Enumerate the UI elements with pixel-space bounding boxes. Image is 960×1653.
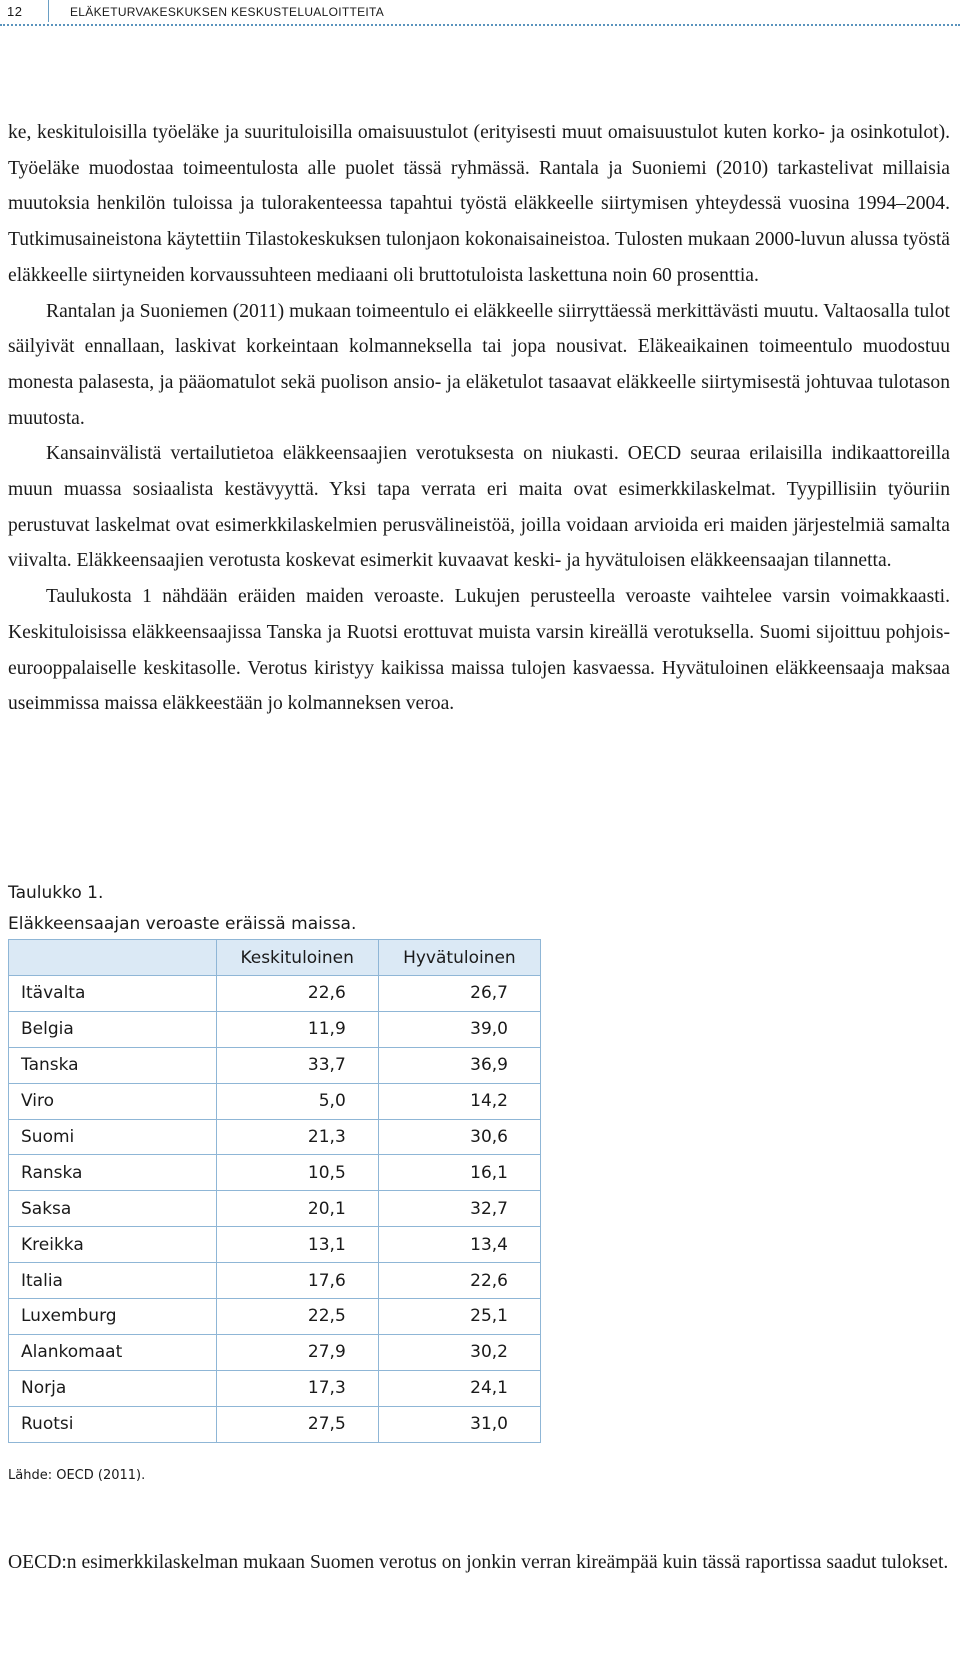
table-header-row [9,940,541,976]
country-cell: Luxemburg [9,1299,217,1335]
country-cell: Suomi [9,1119,217,1155]
mid-income-cell: 17,3 [216,1370,378,1406]
table-row [9,1083,541,1119]
table-caption [8,878,356,940]
table-row [9,1155,541,1191]
header-dotted-rule [0,24,960,26]
running-header [0,0,960,26]
country-cell: Norja [9,1370,217,1406]
high-income-cell: 30,2 [378,1334,540,1370]
high-income-cell: 14,2 [378,1083,540,1119]
country-cell: Saksa [9,1191,217,1227]
table-label: Taulukko 1. [8,883,104,903]
table-source: Lähde: OECD (2011). [8,1468,146,1483]
high-income-cell: 31,0 [378,1406,540,1442]
column-header-hyvatuloinen: Hyvätuloinen [378,940,540,976]
page-number: 12 [7,4,23,19]
country-cell: Kreikka [9,1227,217,1263]
table-row [9,1299,541,1335]
paragraph: ke, keskituloisilla työeläke ja suurituloisilla omaisuustulot (erityisesti muut omaisuustulot kuten korko- ja osinkotulot). Työeläke muodostaa toimeentulosta alle puolet tässä ryhmässä. Rantala ja Suoniemi (2010) tarkastelivat millaisia muutoksia henkilön tuloissa ja tulorakenteessa tapahtui työstä eläkkeelle siirtymisen yhteydessä vuosina 1994–2004. Tutkimusaineistona käytettiin Tilastokeskuksen tulonjaon kokonaisaineistoa. Tulosten mukaan 2000-luvun alussa työstä eläkkeelle siirtyneiden korvaussuhteen mediaani oli bruttotuloista laskettuna noin 60 prosenttia. [8,122,950,286]
mid-income-cell: 10,5 [216,1155,378,1191]
country-cell: Ruotsi [9,1406,217,1442]
table-row [9,1119,541,1155]
tax-rate-table [8,939,541,1443]
mid-income-cell: 33,7 [216,1047,378,1083]
high-income-cell: 32,7 [378,1191,540,1227]
table-row [9,1227,541,1263]
header-divider [48,0,49,22]
table-row [9,1047,541,1083]
high-income-cell: 39,0 [378,1011,540,1047]
country-cell: Italia [9,1263,217,1299]
table-row [9,1263,541,1299]
mid-income-cell: 17,6 [216,1263,378,1299]
table-row [9,1370,541,1406]
paragraph: Kansainvälistä vertailutietoa eläkkeensaajien verotuksesta on niukasti. OECD seuraa erilaisilla indikaattoreilla muun muassa sosiaalista kestävyyttä. Yksi tapa verrata eri maita ovat esimerkkilaskelmat. Tyypillisiin työuriin perustuvat laskelmat ovat esimerkkilaskelmien perusvälineistöä, joilla voidaan arvioida eri maiden järjestelmiä samalta viivalta. Eläkkeensaajien verotusta koskevat esimerkit kuvaavat keski- ja hyvätuloisen eläkkeensaajan tilannetta. [8,443,950,572]
table-row [9,1406,541,1442]
country-cell: Itävalta [9,976,217,1012]
paragraph: Taulukosta 1 nähdään eräiden maiden veroaste. Lukujen perusteella veroaste vaihtelee varsin voimakkaasti. Keskituloisissa eläkkeensaajissa Tanska ja Ruotsi erottuvat muista varsin kireällä verotuksella. Suomi sijoittuu pohjois-eurooppalaiselle keskitasolle. Verotus kiristyy kaikissa maissa tulojen kasvaessa. Hyvätuloinen eläkkeensaaja maksaa useimmissa maissa eläkkeestään jo kolmanneksen veroa. [8,586,950,715]
mid-income-cell: 22,5 [216,1299,378,1335]
body-text [8,115,950,722]
country-cell: Ranska [9,1155,217,1191]
table-title: Eläkkeensaajan veroaste eräissä maissa. [8,914,357,934]
mid-income-cell: 20,1 [216,1191,378,1227]
high-income-cell: 25,1 [378,1299,540,1335]
country-cell: Belgia [9,1011,217,1047]
mid-income-cell: 22,6 [216,976,378,1012]
mid-income-cell: 27,5 [216,1406,378,1442]
high-income-cell: 30,6 [378,1119,540,1155]
running-title: ELÄKETURVAKESKUKSEN KESKUSTELUALOITTEITA [70,5,385,19]
mid-income-cell: 5,0 [216,1083,378,1119]
mid-income-cell: 11,9 [216,1011,378,1047]
country-cell: Viro [9,1083,217,1119]
paragraph: Rantalan ja Suoniemen (2011) mukaan toimeentulo ei eläkkeelle siirryttäessä merkittävästi muutu. Valtaosalla tulot säilyivät ennallaan, laskivat korkeintaan kolmanneksella tai jopa nousivat. Eläkeaikainen toimeentulo muodostuu monesta palasesta, ja pääomatulot sekä puolison ansio- ja eläketulot tasaavat eläkkeelle siirtymisestä johtuvaa tulotason muutosta. [8,300,950,429]
high-income-cell: 16,1 [378,1155,540,1191]
table-row [9,976,541,1012]
high-income-cell: 13,4 [378,1227,540,1263]
column-header-keskituloinen: Keskituloinen [216,940,378,976]
high-income-cell: 24,1 [378,1370,540,1406]
mid-income-cell: 27,9 [216,1334,378,1370]
high-income-cell: 26,7 [378,976,540,1012]
closing-paragraph: OECD:n esimerkkilaskelman mukaan Suomen verotus on jonkin verran kireämpää kuin tässä raportissa saadut tulokset. [8,1551,949,1573]
mid-income-cell: 21,3 [216,1119,378,1155]
high-income-cell: 36,9 [378,1047,540,1083]
table-header-corner [9,940,217,976]
country-cell: Tanska [9,1047,217,1083]
country-cell: Alankomaat [9,1334,217,1370]
mid-income-cell: 13,1 [216,1227,378,1263]
table-row [9,1011,541,1047]
table-row [9,1191,541,1227]
high-income-cell: 22,6 [378,1263,540,1299]
table-row [9,1334,541,1370]
